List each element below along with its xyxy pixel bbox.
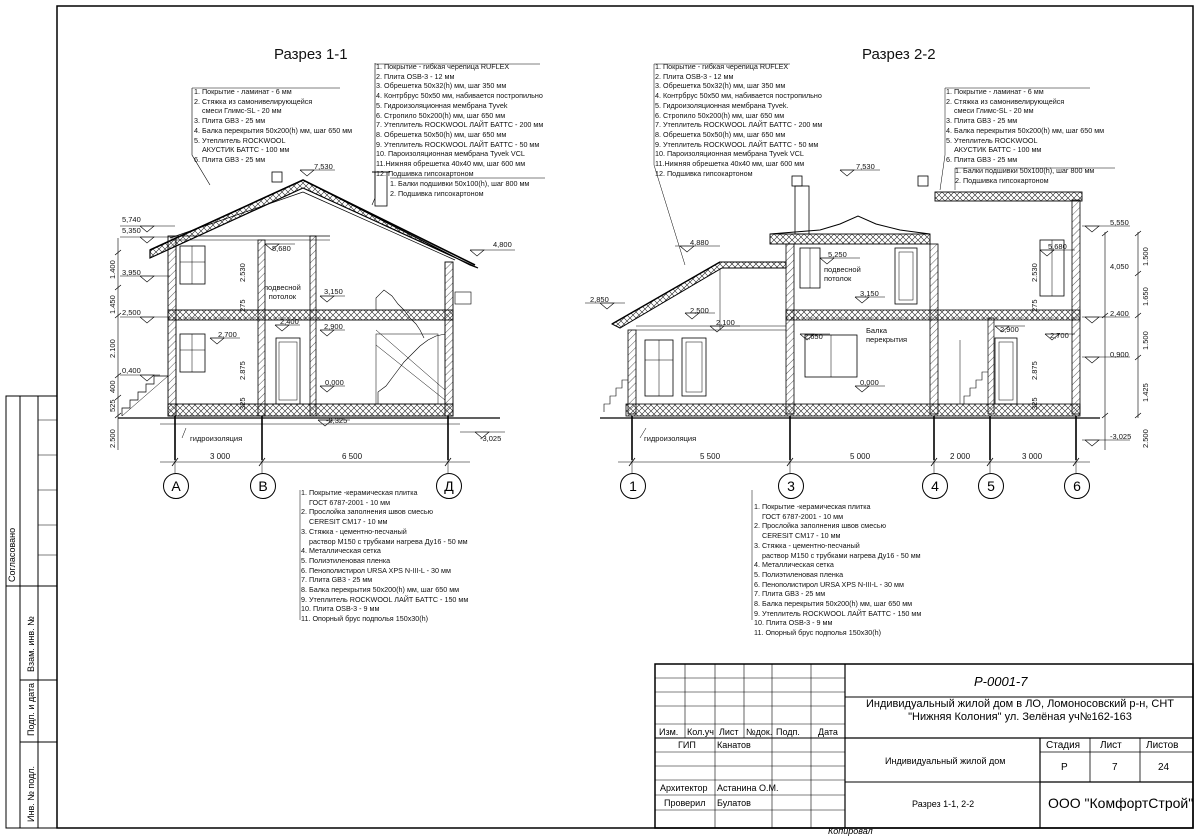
stage-value: Р <box>1061 762 1068 773</box>
section-1-waterproofing-label: гидроизоляция <box>190 434 243 443</box>
section-2-waterproofing-label: гидроизоляция <box>644 434 697 443</box>
dim-text: 325 <box>1030 397 1039 410</box>
level-mark: 5,550 <box>1110 218 1129 227</box>
section-1-hanging-ceiling-label: подвесной потолок <box>264 283 301 301</box>
axis-marker: 5 <box>978 473 1004 499</box>
section-2-title: Разрез 2-2 <box>862 46 936 63</box>
project-name: Индивидуальный жилой дом в ЛО, Ломоносовский р-н, СНТ "Нижняя Колония" ул. Зелёная уч№162-163 <box>866 698 1174 723</box>
dim-text: 6 500 <box>342 452 363 461</box>
col-header-sheet: Лист <box>719 727 739 737</box>
dim-text: 2.530 <box>238 263 247 282</box>
copied-label: Копировал <box>828 826 873 836</box>
level-mark: 3,150 <box>860 289 879 298</box>
dim-text: 1.425 <box>1141 383 1150 402</box>
company-name: ООО "КомфортСтрой" <box>1048 795 1194 811</box>
level-mark: 2,900 <box>1000 325 1019 334</box>
level-mark: 2,700 <box>1050 331 1069 340</box>
dim-text: 5 500 <box>700 452 721 461</box>
level-mark: 2,650 <box>804 332 823 341</box>
dim-text: 3 000 <box>210 452 231 461</box>
ground-floor-notes-2: 1. Покрытие -керамическая плитка ГОСТ 6787-2001 - 10 мм 2. Прослойка заполнения швов смесью CERESIT CM17 - 10 мм 3. Стяжка - цементно-песчаный раствор М150 с трубками нагрева Ду16 - 50 мм 4. Металлическая сетка 5. Полиэтиленовая пленка 6. Пенополистирол URSA XPS N-III-L - 30 мм 7. Плита GB3 - 25 мм 8. Балка перекрытия 50х200(h) мм, шаг 650 мм 9. Утеплитель ROCKWOOL ЛАЙТ БАТТС - 150 мм 10. Плита OSB-3 - 9 мм 11. Опорный брус подполья 150х30(h) <box>754 502 922 638</box>
name-checked: Булатов <box>717 798 751 808</box>
dim-text: 275 <box>238 299 247 312</box>
sheets-value: 24 <box>1158 762 1170 773</box>
stamp-agreed: Согласовано <box>7 527 17 582</box>
axis-marker: 4 <box>922 473 948 499</box>
name-architect: Астанина О.М. <box>717 783 779 793</box>
level-mark: 2,500 <box>690 306 709 315</box>
sheet-label: Лист <box>1100 740 1122 751</box>
section-1-title: Разрез 1-1 <box>274 46 348 63</box>
dim-text: 325 <box>238 397 247 410</box>
sheets-label: Листов <box>1146 740 1179 751</box>
role-gip: ГИП <box>678 740 696 750</box>
name-gip: Канатов <box>717 740 751 750</box>
level-mark: 2,700 <box>218 330 237 339</box>
dim-text: 525 <box>108 399 117 412</box>
level-mark: 7,530 <box>856 162 875 171</box>
level-mark: 0,000 <box>860 378 879 387</box>
axis-marker: 6 <box>1064 473 1090 499</box>
level-mark: -0,325 <box>326 416 348 425</box>
ground-floor-notes-1: 1. Покрытие -керамическая плитка ГОСТ 6787-2001 - 10 мм 2. Прослойка заполнения швов смесью CERESIT CM17 - 10 мм 3. Стяжка - цементно-песчаный раствор М150 с трубками нагрева Ду16 - 50 мм 4. Металлическая сетка 5. Полиэтиленовая пленка 6. Пенополистирол URSA XPS N-III-L - 30 мм 7. Плита GB3 - 25 мм 8. Балка перекрытия 50х200(h) мм, шаг 650 мм 9. Утеплитель ROCKWOOL ЛАЙТ БАТТС - 150 мм 10. Плита OSB-3 - 9 мм 11. Опорный брус подполья 150х30(h) <box>301 488 469 624</box>
dim-text: 2.100 <box>108 339 117 358</box>
section-2-beam-label: Балка перекрытия <box>866 326 908 344</box>
role-architect: Архитектор <box>660 783 708 793</box>
level-mark: 3,150 <box>324 287 343 296</box>
section-2-floor-notes: 1. Покрытие - ламинат - 6 мм 2. Стяжка из самонивелирующейся смеси Глимс-SL - 20 мм 3. Плита GB3 - 25 мм 4. Балка перекрытия 50х200(h) мм, шаг 650 мм 5. Утеплитель ROCKWOOL АКУСТИК БАТТС - 100 мм 6. Плита GB3 - 25 мм <box>946 87 1105 164</box>
dim-text: 5 000 <box>850 452 871 461</box>
dim-text: 1.450 <box>108 295 117 314</box>
level-mark: 2,100 <box>716 318 735 327</box>
dim-text: 2.875 <box>238 361 247 380</box>
section-1-floor-notes: 1. Покрытие - ламинат - 6 мм 2. Стяжка из самонивелирующейся смеси Глимс-SL - 20 мм 3. Плита GB3 - 25 мм 4. Балка перекрытия 50х200(h) мм, шаг 650 мм 5. Утеплитель ROCKWOOL АКУСТИК БАТТС - 100 мм 6. Плита GB3 - 25 мм <box>194 87 353 164</box>
sheet-name: Разрез 1-1, 2-2 <box>912 799 975 809</box>
role-checked: Проверил <box>664 798 706 808</box>
level-mark: 2,400 <box>1110 309 1129 318</box>
dim-text: 2.500 <box>108 429 117 448</box>
stamp-sign-date: Подп. и дата <box>26 682 36 736</box>
col-header-sign: Подп. <box>776 727 800 737</box>
level-mark: 5,680 <box>272 244 291 253</box>
dim-text: 1.400 <box>108 260 117 279</box>
level-mark: 2,400 <box>280 317 299 326</box>
level-mark: 4,880 <box>690 238 709 247</box>
dim-text: 1.650 <box>1141 287 1150 306</box>
sheet-value: 7 <box>1112 762 1118 773</box>
level-mark: 0,400 <box>122 366 141 375</box>
col-header-qty: Кол.уч <box>687 727 714 737</box>
level-mark: 5,740 <box>122 215 141 224</box>
dim-text: 2.875 <box>1030 361 1039 380</box>
dim-text: 1.500 <box>1141 247 1150 266</box>
dim-text: 2.500 <box>1141 429 1150 448</box>
dim-text: 3,950 <box>122 268 141 277</box>
col-header-change: Изм. <box>659 727 679 737</box>
stamp-replace-inv: Взам. инв. № <box>26 616 36 672</box>
level-mark: 5,680 <box>1048 242 1067 251</box>
section-1-roof-notes: 1. Покрытие - гибкая черепица RUFLEX 2. Плита OSB-3 - 12 мм 3. Обрешетка 50х32(h) мм, шаг 350 мм 4. Контрбрус 50х50 мм, набивается постропильно 5. Гидроизоляционная мембрана Tyvek 6. Стропило 50х200(h) мм, шаг 650 мм 7. Утеплитель ROCKWOOL ЛАЙТ БАТТС - 200 мм 8. Обрешетка 50х50(h) мм, шаг 650 мм 9. Утеплитель ROCKWOOL ЛАЙТ БАТТС - 50 мм 10. Пароизоляционная мембрана Tyvek VCL 11.Нижняя обрешетка 40х40 мм, шаг 600 мм 12. Подшивка гипсокартоном <box>376 62 544 178</box>
axis-marker: 1 <box>620 473 646 499</box>
axis-marker: 3 <box>778 473 804 499</box>
dim-text: 2,500 <box>122 308 141 317</box>
side-stamp <box>6 396 57 828</box>
axis-marker: В <box>250 473 276 499</box>
level-mark: 4,050 <box>1110 262 1129 271</box>
object-name: Индивидуальный жилой дом <box>885 756 1006 766</box>
section-1-ceiling-notes: 1. Балки подшивки 50х100(h), шаг 800 мм 2. Подшивка гипсокартоном <box>390 179 530 198</box>
dim-text: 400 <box>108 380 117 393</box>
col-header-date: Дата <box>818 727 838 737</box>
dim-text: 2.530 <box>1030 263 1039 282</box>
stage-label: Стадия <box>1046 740 1081 751</box>
level-mark: 2,900 <box>324 322 343 331</box>
col-header-docno: №док. <box>746 727 773 737</box>
axis-marker: А <box>163 473 189 499</box>
level-mark: -3,025 <box>480 434 502 443</box>
dim-text: 3 000 <box>1022 452 1043 461</box>
dim-text: 1.500 <box>1141 331 1150 350</box>
section-2-hanging-ceiling-label: подвесной потолок <box>824 265 861 283</box>
level-mark: 4,800 <box>493 240 512 249</box>
level-mark: 5,350 <box>122 226 141 235</box>
level-mark: 7,530 <box>314 162 333 171</box>
document-code: Р-0001-7 <box>974 674 1028 689</box>
dim-text: 275 <box>1030 299 1039 312</box>
level-mark: -3,025 <box>1110 432 1132 441</box>
stamp-inv-original: Инв. № подл. <box>26 765 36 822</box>
section-2-roof-notes: 1. Покрытие - гибкая черепица RUFLEX 2. Плита OSB-3 - 12 мм 3. Обрешетка 50х32(h) мм, шаг 350 мм 4. Контрбрус 50х50 мм, набивается постропильно 5. Гидроизоляционная мембрана Tyvek. 6. Стропило 50х200(h) мм, шаг 650 мм 7. Утеплитель ROCKWOOL ЛАЙТ БАТТС - 200 мм 8. Обрешетка 50х50(h) мм, шаг 650 мм 9. Утеплитель ROCKWOOL ЛАЙТ БАТТС - 50 мм 10. Пароизоляционная мембрана Tyvek VCL 11.Нижняя обрешетка 40х40 мм, шаг 600 мм 12. Подшивка гипсокартоном <box>655 62 823 178</box>
level-mark: 0,900 <box>1110 350 1129 359</box>
level-mark: 5,250 <box>828 250 847 259</box>
level-mark: 2,850 <box>590 295 609 304</box>
dim-text: 2 000 <box>950 452 971 461</box>
axis-marker: Д <box>436 473 462 499</box>
level-mark: 0,000 <box>325 378 344 387</box>
section-2-ceiling-notes: 1. Балки подшивки 50х100(h), шаг 800 мм 2. Подшивка гипсокартоном <box>955 166 1095 185</box>
